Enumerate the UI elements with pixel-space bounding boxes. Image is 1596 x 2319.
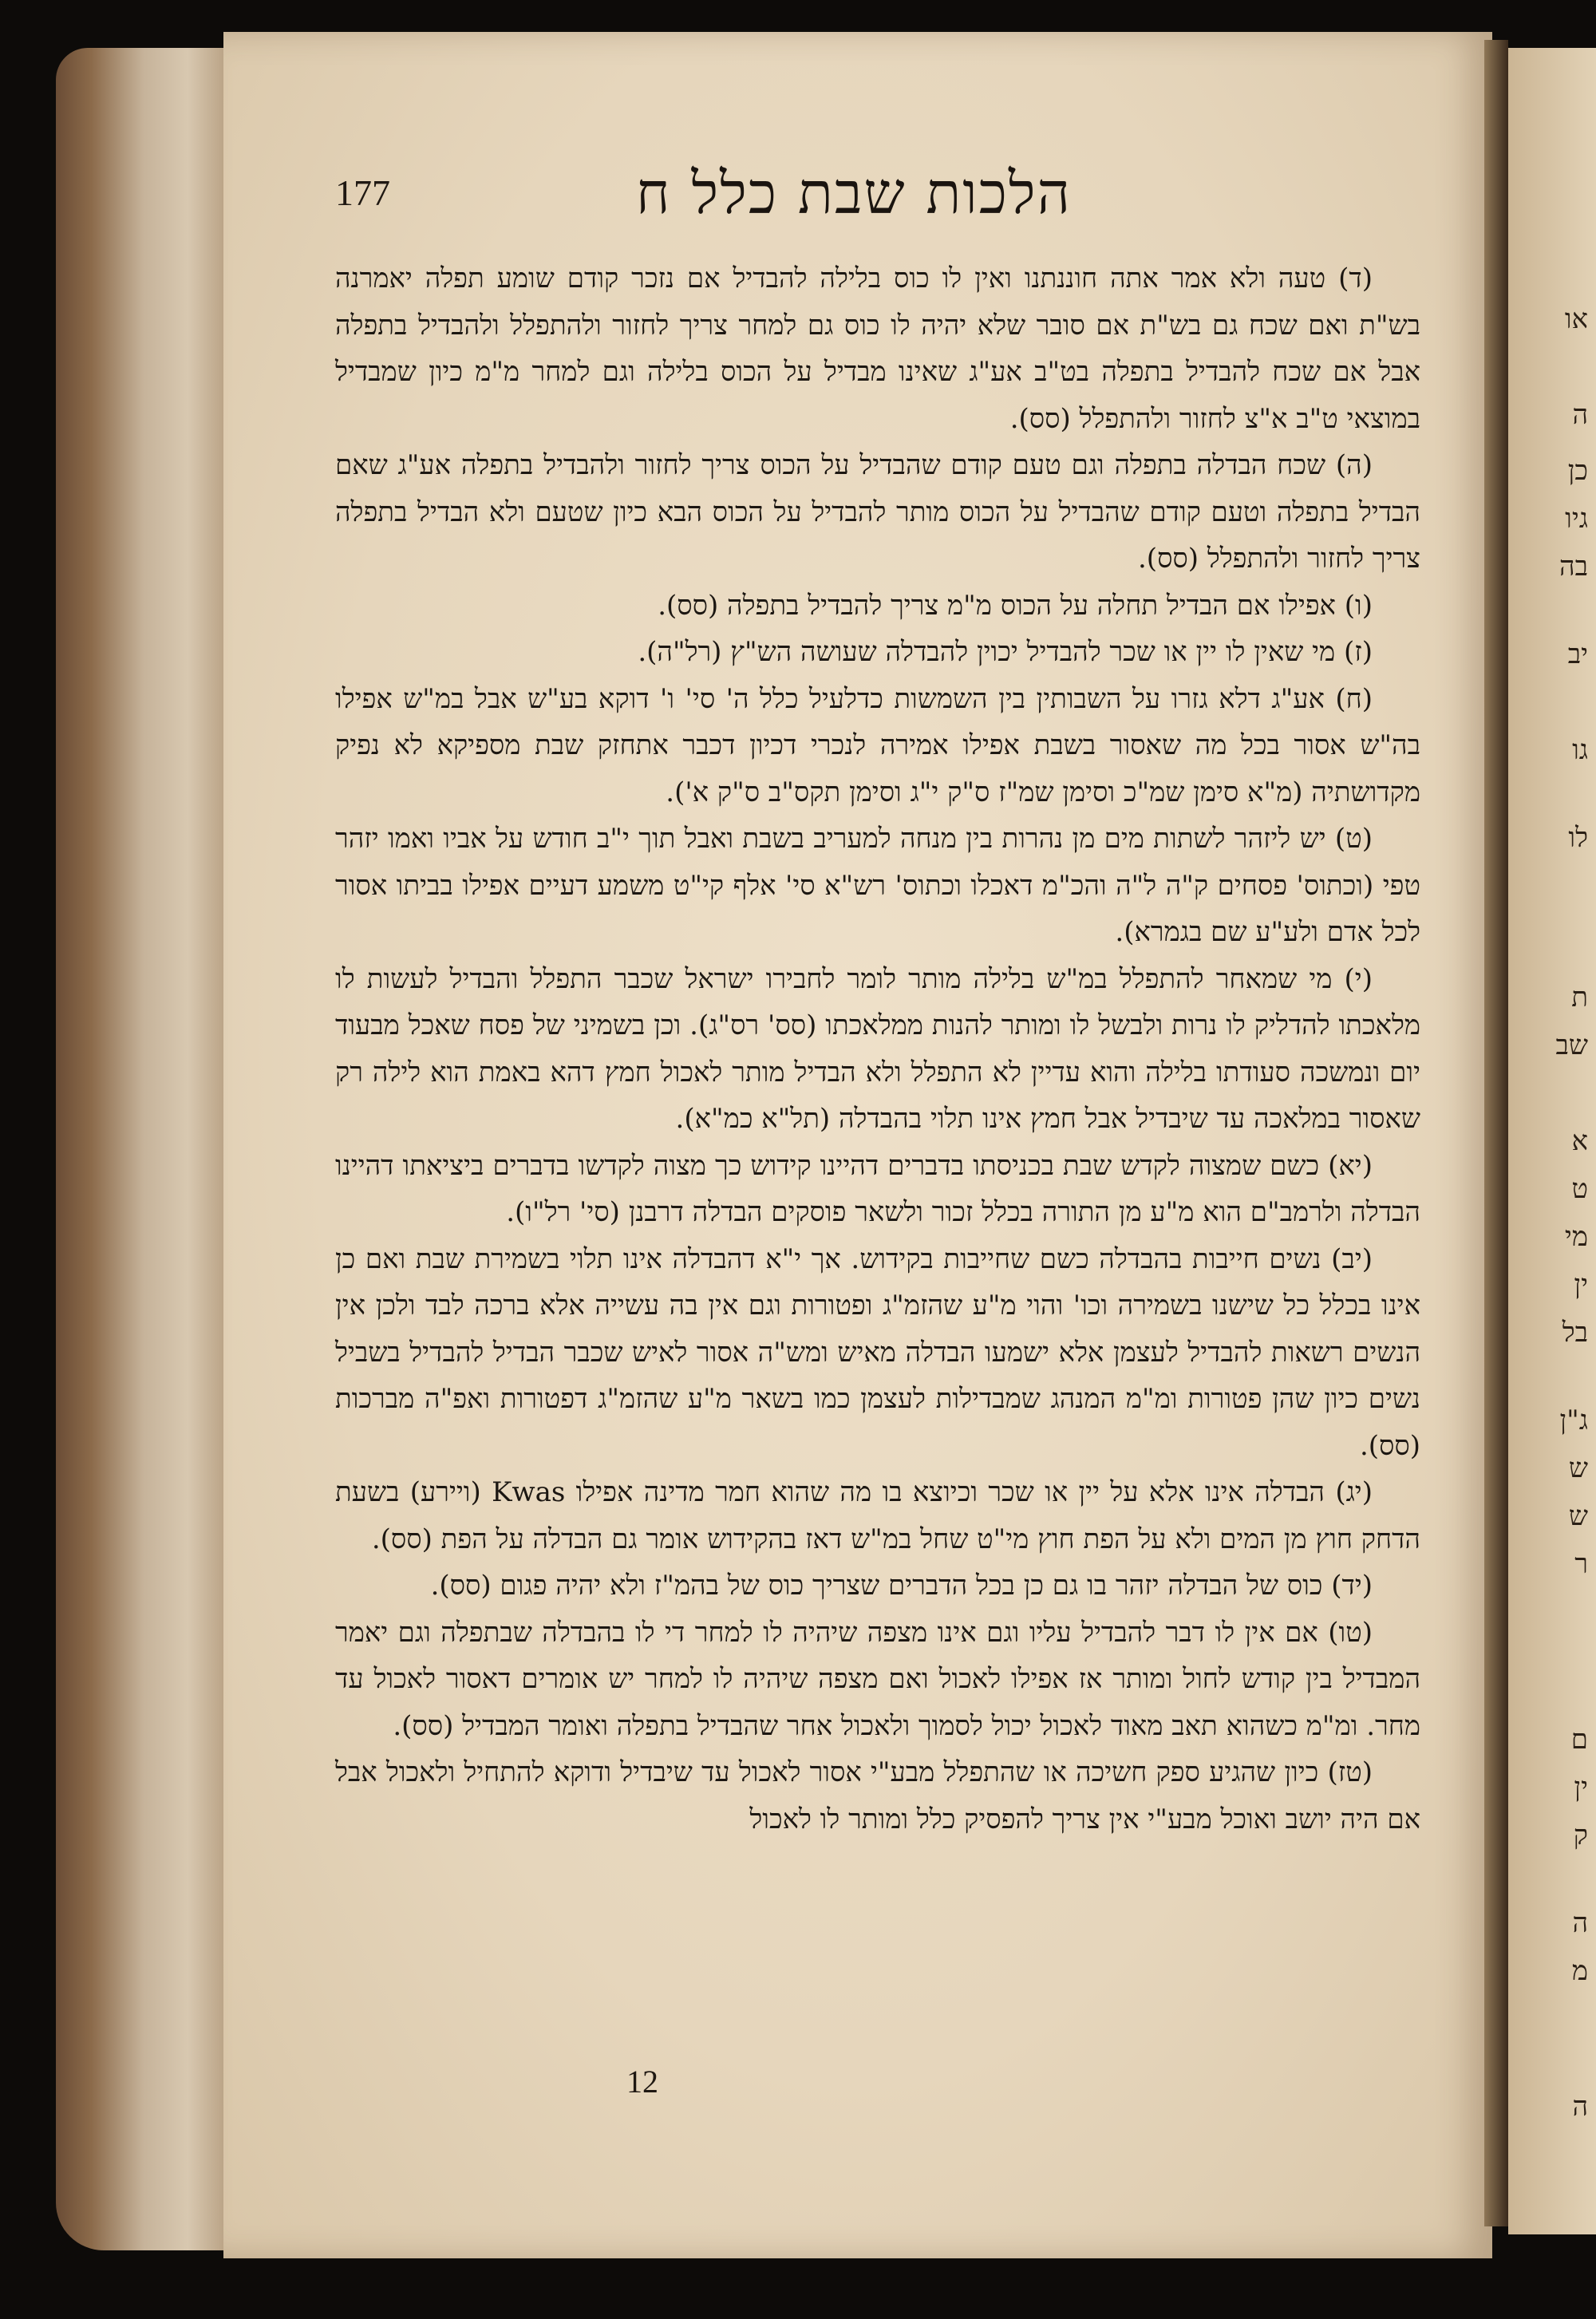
- signature-mark: 12: [626, 2064, 658, 2100]
- facing-page-fragment: גיו: [1565, 503, 1588, 535]
- facing-page: [1508, 48, 1596, 2234]
- facing-page-fragment: ג"ן: [1559, 1404, 1588, 1436]
- facing-page-fragment: כן: [1567, 455, 1588, 487]
- facing-page-fragment: ין: [1574, 1269, 1588, 1301]
- facing-page-fragment: ה: [1572, 399, 1588, 431]
- paragraph: (יג) הבדלה אינו אלא על יין או שכר וכיוצא בו מה שהוא חמר מדינה אפילו Kwas (ויירע) בשעת הדחק חוץ מן המים ולא על הפת חוץ מי"ט שחל במ"ש דאז בהקידוש אומר גם הבדלה על הפת (סס).: [335, 1476, 1420, 1555]
- facing-page-fragment: ר: [1574, 1548, 1588, 1580]
- facing-page-fragment: בל: [1562, 1317, 1588, 1349]
- paragraph: (יב) נשים חייבות בהבדלה כשם שחייבות בקידוש. אך י"א דהבדלה אינו תלוי בשמירת שבת ואם כן אינו בכלל כל שישנו בשמירה וכו' והוי מ"ע שהזמ"ג ופטורות וגם אין בה עשייה אלא ברכה לבד ולכן אין הנשים רשאות להבדיל לעצמן אלא ישמעו הבדלה מאיש ומש"ה אסור לאיש שכבר הבדיל להבדיל בשביל נשים כיון שהן פטורות ומ"מ המנהג שמבדילות לעצמן כמו בשאר מ"ע שהזמ"ג דפטורות ואפ"ה מברכות (סס).: [335, 1242, 1420, 1462]
- facing-page-fragment: ק: [1573, 1819, 1588, 1851]
- paragraph: (יד) כוס של הבדלה יזהר בו גם כן בכל הדברים שצריך כוס של בהמ"ז ולא יהיה פגום (סס).: [430, 1570, 1373, 1602]
- facing-page-fragment: מי: [1564, 1221, 1588, 1253]
- paragraph: (ט) יש ליזהר לשתות מים מן נהרות בין מנחה למעריב בשבת ואבל תוך י"ב חודש על אביו ואמו יזהר טפי (וכתוס' פסחים ק"ה ל"ה והכ"מ דאכלו וכתוס' רש"א סי' אלף קי"ט משמע דעיים אפילו בביתו אסור לכל אדם ולע"ע שם בגמרא).: [335, 823, 1420, 948]
- paragraph: (ו) אפילו אם הבדיל תחלה על הכוס מ"מ צריך להבדיל בתפלה (סס).: [658, 589, 1373, 622]
- page-number: 177: [335, 172, 390, 213]
- paragraph: (ח) אע"ג דלא גזרו על השבותין בין השמשות כדלעיל כלל ה' סי' ו' דוקא בע"ש אבל במ"ש אפילו בה"ש אסור בכל מה שאסור בשבת אפילו אמירה לנכרי דכיון דכבר אתחזק שבת מספיקא לא נפיק מקדושתיה (מ"א סימן שמ"כ וסימן שמ"ז ס"ק י"ג וסימן תקס"ב ס"ק א').: [335, 682, 1420, 808]
- facing-page-fragment: גו: [1572, 734, 1588, 766]
- facing-page-fragment: לו: [1568, 822, 1588, 854]
- facing-page-fragment: א: [1571, 1125, 1588, 1157]
- facing-page-fragment: ם: [1570, 1724, 1588, 1756]
- book-gutter: [1484, 40, 1508, 2226]
- facing-page-fragment: ה: [1572, 1907, 1588, 1939]
- facing-page-fragment: שב: [1555, 1029, 1588, 1061]
- book-page-edges: [56, 48, 231, 2250]
- paragraph: (טז) כיון שהגיע ספק חשיכה או שהתפלל מבע"י אסור לאכול עד שיבדיל ודוקא להתחיל ולאכול אבל אם היה יושב ואוכל מבע"י אין צריך להפסיק כלל ומותר לו לאכול: [335, 1756, 1420, 1835]
- paragraph: (טו) אם אין לו דבר להבדיל עליו וגם אינו מצפה שיהיה לו למחר די לו בהבדלה שבתפלה וגם יאמר המבדיל בין קודש לחול ומותר אז אפילו לאכול ואם מצפה שיהיה לו למחר יש אומרים דאסור לאכול עד מחר. ומ"מ כשהוא תאב מאוד לאכול יכול לסמוך ולאכול אחר שהבדיל בתפלה ואומר המבדיל (סס).: [335, 1616, 1420, 1742]
- facing-page-fragment: בה: [1559, 551, 1588, 583]
- facing-page-fragment: או: [1564, 303, 1588, 335]
- running-head: הלכות שבת כלל ח: [635, 160, 1073, 227]
- paragraph: (ז) מי שאין לו יין או שכר להבדיל יכוין להבדלה שעושה הש"ץ (רל"ה).: [638, 636, 1373, 668]
- facing-page-fragment: ש: [1568, 1500, 1588, 1532]
- paragraph: (ה) שכח הבדלה בתפלה וגם טעם קודם שהבדיל על הכוס צריך לחזור ולהבדיל בתפלה אע"ג שאם הבדיל בתפלה וטעם קודם שהבדיל על הכוס מותר להבדיל על הכוס הבא כיון שטעם ולא הבדיל בתפלה צריך לחזור ולהתפלל (סס).: [335, 449, 1420, 575]
- paragraph: (י) מי שמאחר להתפלל במ"ש בלילה מותר לומר לחבירו ישראל שכבר התפלל והבדיל לעשות לו מלאכתו להדליק לו נרות ולבשל לו ומותר להנות ממלאכתו (סס' רס"ג). וכן בשמיני של פסח שאכל מבעוד יום ונמשכה סעודתו בלילה והוא עדיין לא התפלל ולא הבדיל מותר לאכול חמץ דהא באמת הוא לילה רק שאסור במלאכה עד שיבדיל אבל חמץ אינו תלוי בהבדלה (תל"א כמ"א).: [335, 962, 1420, 1135]
- paragraph: (ד) טעה ולא אמר אתה חוננתנו ואין לו כוס בלילה להבדיל אם נזכר קודם שומע תפלה יאמרנה בש"ת ואם שכח גם בש"ת אם סובר שלא יהיה לו כוס גם למחר צריך לחזור ולהתפלל ולהבדיל בתפלה אבל אם שכח להבדיל בתפלה בט"ב אע"ג שאינו מבדיל על הכוס בלילה וגם למחר מ"מ כיון שמבדיל במוצאי ט"ב א"צ לחזור ולהתפלל (סס).: [335, 263, 1420, 435]
- facing-page-fragment: ט: [1571, 1173, 1588, 1205]
- facing-page-fragment: ין: [1574, 1772, 1588, 1803]
- facing-page-fragment: מ: [1571, 1955, 1588, 1987]
- facing-page-fragment: יב: [1567, 638, 1588, 670]
- facing-page-fragment: ה: [1572, 2091, 1588, 2123]
- facing-page-fragment: ש: [1568, 1452, 1588, 1484]
- body-text: [335, 255, 1420, 1843]
- paragraph: (יא) כשם שמצוה לקדש שבת בכניסתו בדברים דהיינו קידוש כך מצוה לקדשו בדברים ביציאתו דהיינו הבדלה ולרמב"ם הוא מ"ע מן התורה בכלל זכור ולשאר פוסקים הבדלה דרבנן (סי' רל"ו).: [335, 1149, 1420, 1228]
- facing-page-fragment: ת: [1571, 982, 1588, 1013]
